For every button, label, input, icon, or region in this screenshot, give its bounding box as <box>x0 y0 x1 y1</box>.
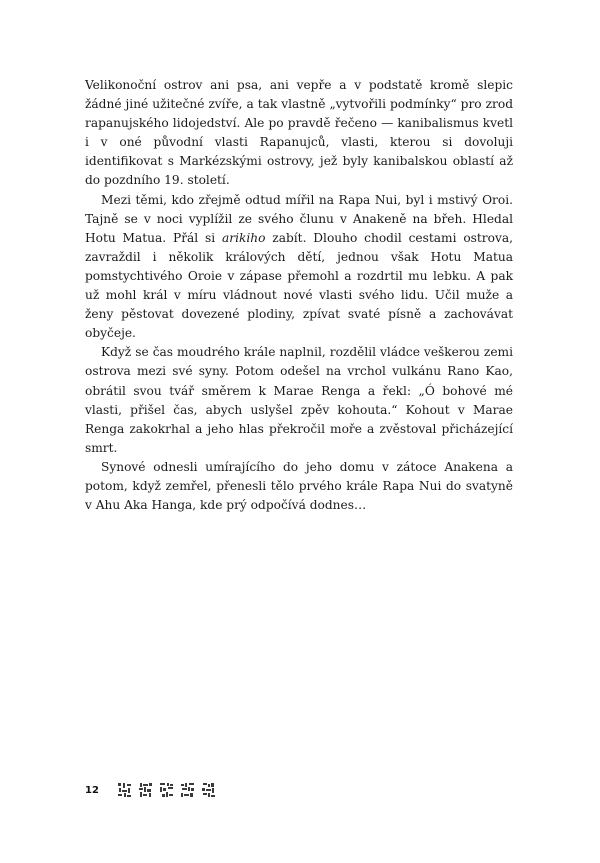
italic-word: arikiho <box>222 230 266 245</box>
paragraph-3: Když se čas moudrého krále naplnil, rozdělil vládce veškerou zemi ostrova mezi své syny. Potom odešel na vrchol vulkánu Rano Kao, obrátil svou tvář směrem k Marae Renga a řekl: „Ó bohové mé vlasti, přišel čas, abych uslyšel zpěv kohouta.“ Kohout v Marae Renga zakokrhal a jeho hlas překročil moře a zvěstoval přicházející smrt. <box>85 345 513 455</box>
paragraph-2 <box>85 191 513 344</box>
page-footer <box>85 779 216 801</box>
rongorongo-glyph-5-icon <box>201 782 216 798</box>
body-text <box>85 76 513 515</box>
rongorongo-glyph-2-icon <box>138 782 153 798</box>
paragraph-1: Velikonoční ostrov ani psa, ani vepře a v podstatě kromě slepic žádné jiné užitečné zvíře, a tak vlastně „vytvořili podmínky“ pro zrod rapanujského lidojedství. Ale po pravdě řečeno — kanibalismus kvetl i v oné původní vlasti Rapanujců, vlasti, kterou si dovoluji identifikovat s Markézskými ostrovy, jež byly kanibalskou oblastí až do pozdního 19. století. <box>85 78 513 188</box>
footer-glyph-strip <box>117 782 216 798</box>
rongorongo-glyph-1-icon <box>117 782 132 798</box>
rongorongo-glyph-3-icon <box>159 782 174 798</box>
paragraph-2-rest: zabít. Dlouho chodil cestami ostrova, zavraždil i několik králových dětí, jednou však Hotu Matua pomstychtivého Oroie v zápase přemohl a rozdrtil mu lebku. A pak už mohl král v míru vládnout nové vlasti svého lidu. Učil muže a ženy pěstovat dovezené plodiny, zpívat svaté písně a zachovávat obyčeje. <box>85 230 513 341</box>
page-number: 12 <box>85 784 99 796</box>
paragraph-4: Synové odnesli umírajícího do jeho domu v zátoce Anakena a potom, když zemřel, přenesli tělo prvého krále Rapa Nui do svatyně v Ahu Aka Hanga, kde prý odpočívá dodnes… <box>85 459 513 513</box>
paragraph-2-lead: Mezi těmi, kdo zřejmě odtud mířil na Rapa Nui, byl i mstivý Oroi. Tajně se v noci vyplížil ze svého člunu v Anakeně na břeh. Hledal Hotu Matua. Přál si <box>85 192 513 245</box>
rongorongo-glyph-4-icon <box>180 782 195 798</box>
